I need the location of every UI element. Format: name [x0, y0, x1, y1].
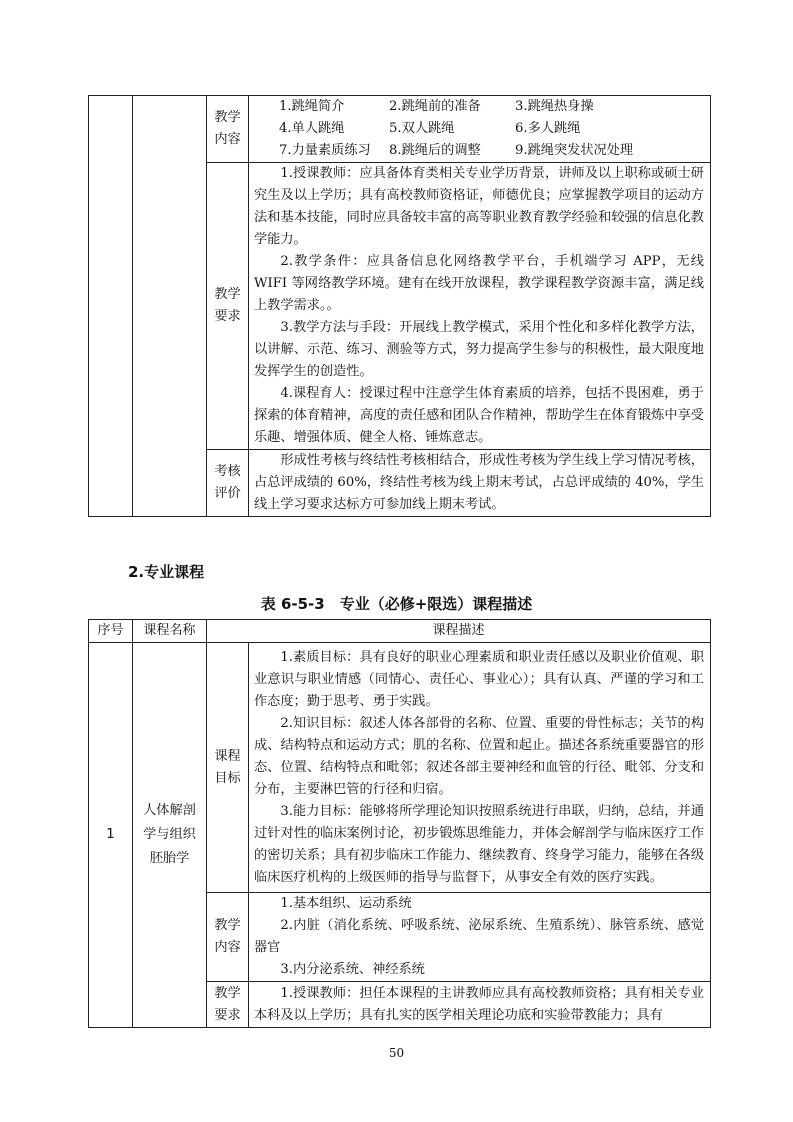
- course-content-text: [249, 893, 711, 982]
- teaching-content-label: 教学 内容: [207, 96, 249, 163]
- content-item: 7.力量素质练习: [279, 143, 371, 158]
- content-item: 3.跳绳热身操: [515, 99, 594, 114]
- header-seq: 序号: [89, 620, 133, 643]
- teaching-requirements-text: [249, 163, 711, 450]
- row-seq: 1: [89, 643, 133, 1028]
- course-requirements-text: [249, 982, 711, 1028]
- goal-paragraph: 1.素质目标：具有良好的职业心理素质和职业责任感以及职业价值观、职业意识与职业情感（同情心、责任心、事业心）；具有认真、严谨的学习和工作态度；勤于思考、勇于实践。: [254, 649, 705, 709]
- assessment-paragraph: 形成性考核与终结性考核相结合，形成性考核为学生线上学习情况考核，占总评成绩的 60%，终结性考核为线上期末考试，占总评成绩的 40%，学生线上学习要求达标方可参加线上期末考试。: [254, 453, 704, 512]
- content-item: 4.单人跳绳: [279, 121, 345, 136]
- header-course-desc: 课程描述: [207, 620, 711, 643]
- content-paragraph: 2.内脏（消化系统、呼吸系统、泌尿系统、生殖系统）、脉管系统、感觉器官: [254, 918, 705, 955]
- content-item: 5.双人跳绳: [389, 121, 455, 136]
- seq-cell-blank: [89, 96, 133, 517]
- content-item: 2.跳绳前的准备: [389, 99, 481, 114]
- content-paragraph: 1.基本组织、运动系统: [280, 896, 412, 911]
- course-description-table: [88, 619, 711, 1028]
- course-requirements-label: 教学 要求: [207, 982, 249, 1028]
- row-course-name: 人体解剖 学与组织 胚胎学: [133, 643, 207, 1028]
- requirement-paragraph: 1.授课教师：担任本课程的主讲教师应具有高校教师资格；具有相关专业本科及以上学历；具有扎实的医学相关理论功底和实验带教能力；具有: [254, 985, 705, 1023]
- content-item: 1.跳绳简介: [279, 99, 345, 114]
- table-title: 表 6-5-3 专业（必修+限选）课程描述: [260, 595, 533, 613]
- content-paragraph: 3.内分泌系统、神经系统: [280, 962, 425, 977]
- content-item: 9.跳绳突发状况处理: [515, 143, 634, 158]
- section-title: 2.专业课程: [128, 563, 205, 581]
- course-goals-text: [249, 643, 711, 893]
- requirement-paragraph: 4.课程育人：授课过程中注意学生体育素质的培养，包括不畏困难，勇于探索的体育精神，高度的责任感和团队合作精神，帮助学生在体育锻炼中享受乐趣、增强体质、健全人格、锤炼意志。: [254, 386, 704, 445]
- requirement-paragraph: 3.教学方法与手段：开展线上教学模式，采用个性化和多样化教学方法，以讲解、示范、练习、测验等方式，努力提高学生参与的积极性，最大限度地发挥学生的创造性。: [254, 320, 704, 379]
- page-number: 50: [388, 1046, 405, 1060]
- requirement-paragraph: 2.教学条件：应具备信息化网络教学平台，手机端学习 APP，无线 WIFI 等网络教学环境。建有在线开放课程，教学课程教学资源丰富，满足线上教学需求。。: [254, 254, 704, 313]
- course-content-label: 教学 内容: [207, 893, 249, 982]
- continued-course-table: [88, 95, 711, 517]
- course-goals-label: 课程 目标: [207, 643, 249, 893]
- teaching-requirements-label: 教学 要求: [207, 163, 249, 450]
- content-item: 6.多人跳绳: [515, 121, 581, 136]
- goal-paragraph: 3.能力目标：能够将所学理论知识按照系统进行串联，归纳，总结，并通过针对性的临床案例讨论，初步锻炼思维能力，并体会解剖学与临床医疗工作的密切关系；具有初步临床工作能力、继续教育、终身学习能力，能够在各级临床医疗机构的上级医师的指导与监督下，从事安全有效的医疗实践。: [254, 803, 705, 885]
- goal-paragraph: 2.知识目标：叙述人体各部骨的名称、位置、重要的骨性标志；关节的构成、结构特点和运动方式；肌的名称、位置和起止。描述各系统重要器官的形态、位置、结构特点和毗邻；叙述各部主要神经和血管的行径、毗邻、分支和分布，主要淋巴管的行径和归宿。: [254, 715, 705, 797]
- content-item: 8.跳绳后的调整: [389, 143, 481, 158]
- teaching-content-items: [249, 96, 711, 163]
- assessment-text: [249, 450, 711, 517]
- header-course-name: 课程名称: [133, 620, 207, 643]
- requirement-paragraph: 1.授课教师：应具备体育类相关专业学历背景，讲师及以上职称或硕士研究生及以上学历；具有高校教师资格证，师德优良；应掌握教学项目的运动方法和基本技能，同时应具备较丰富的高等职业教育教学经验和较强的信息化教学能力。: [254, 166, 704, 247]
- assessment-label: 考核 评价: [207, 450, 249, 517]
- course-name-cell-blank: [133, 96, 207, 517]
